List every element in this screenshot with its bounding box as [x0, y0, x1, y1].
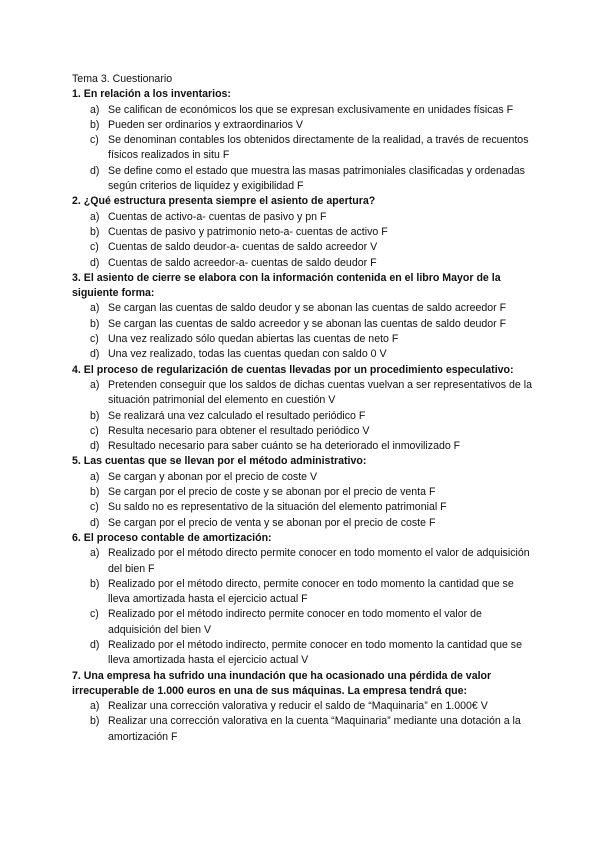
- option-text: Se define como el estado que muestra las masas patrimoniales clasificadas y ordenadas según criterios de liquidez y exigibilidad F: [108, 164, 525, 193]
- answer-option: [72, 301, 534, 316]
- answer-option: [72, 577, 534, 608]
- answer-option: [72, 439, 534, 454]
- option-text: Se cargan y abonan por el precio de coste V: [108, 470, 318, 483]
- option-letter: a): [90, 700, 100, 713]
- option-text: Resultado necesario para saber cuánto se ha deteriorado el inmovilizado F: [108, 440, 461, 453]
- questionnaire: [72, 72, 534, 745]
- question-block: [72, 531, 534, 669]
- document-title: Tema 3. Cuestionario: [72, 73, 173, 85]
- option-letter: b): [90, 486, 100, 499]
- option-letter: a): [90, 378, 100, 391]
- option-text: Cuentas de saldo acreedor-a- cuentas de saldo deudor F: [108, 256, 377, 269]
- option-letter: b): [90, 715, 100, 728]
- option-text: Realizado por el método directo, permite conocer en todo momento la cantidad que se lleva amortizada hasta el ejercicio actual F: [108, 577, 514, 606]
- option-letter: b): [90, 577, 100, 590]
- option-text: Se cargan las cuentas de saldo deudor y se abonan las cuentas de saldo acreedor F: [108, 302, 507, 315]
- option-letter: b): [90, 225, 100, 238]
- question-text: 5. Las cuentas que se llevan por el método administrativo:: [72, 455, 367, 468]
- answer-option: [72, 699, 534, 714]
- option-letter: d): [90, 516, 100, 529]
- option-list: [72, 301, 534, 362]
- option-letter: c): [90, 333, 99, 346]
- answer-option: [72, 424, 534, 439]
- answer-option: [72, 256, 534, 271]
- option-letter: a): [90, 547, 100, 560]
- question-block: [72, 669, 534, 745]
- option-text: Se realizará una vez calculado el resultado periódico F: [108, 409, 366, 422]
- answer-option: [72, 607, 534, 638]
- answer-option: [72, 546, 534, 577]
- question-block: [72, 87, 534, 194]
- option-text: Se califican de económicos los que se expresan exclusivamente en unidades físicas F: [108, 103, 514, 116]
- option-letter: d): [90, 256, 100, 269]
- answer-option: [72, 225, 534, 240]
- option-text: Realizado por el método indirecto, permite conocer en todo momento la cantidad que se lleva amortizada hasta el ejercicio actual V: [108, 638, 522, 667]
- option-text: Su saldo no es representativo de la situación del elemento patrimonial F: [108, 501, 447, 514]
- answer-option: [72, 133, 534, 164]
- question-text: 4. El proceso de regularización de cuentas llevadas por un procedimiento especulativo:: [72, 363, 514, 376]
- option-text: Pretenden conseguir que los saldos de dichas cuentas vuelvan a ser representativos de la situación patrimonial del elemento en cuestión V: [108, 378, 533, 407]
- answer-option: [72, 638, 534, 669]
- option-text: Realizado por el método indirecto permite conocer en todo momento el valor de adquisición del bien V: [108, 608, 482, 636]
- option-text: Realizado por el método directo permite conocer en todo momento el valor de adquisición del bien F: [108, 547, 530, 575]
- option-letter: d): [90, 348, 100, 361]
- option-list: [72, 699, 534, 745]
- answer-option: [72, 516, 534, 531]
- question-text: 2. ¿Qué estructura presenta siempre el asiento de apertura?: [72, 195, 376, 208]
- answer-option: [72, 240, 534, 255]
- answer-option: [72, 332, 534, 347]
- option-list: [72, 378, 534, 454]
- option-text: Se cargan por el precio de coste y se abonan por el precio de venta F: [108, 486, 436, 499]
- answer-option: [72, 409, 534, 424]
- option-letter: c): [90, 241, 99, 254]
- option-text: Una vez realizado, todas las cuentas quedan con saldo 0 V: [108, 348, 387, 361]
- option-letter: d): [90, 638, 100, 651]
- question-block: [72, 194, 534, 270]
- answer-option: [72, 470, 534, 485]
- option-letter: a): [90, 302, 100, 315]
- option-text: Resulta necesario para obtener el resultado periódico V: [108, 424, 370, 437]
- option-letter: c): [90, 424, 99, 437]
- answer-option: [72, 485, 534, 500]
- option-letter: a): [90, 470, 100, 483]
- question-text: 6. El proceso contable de amortización:: [72, 531, 272, 544]
- option-text: Cuentas de activo-a- cuentas de pasivo y pn F: [108, 210, 327, 223]
- option-letter: b): [90, 409, 100, 422]
- question-block: [72, 454, 534, 530]
- option-text: Se cargan las cuentas de saldo acreedor y se abonan las cuentas de saldo deudor F: [108, 317, 507, 330]
- option-list: [72, 470, 534, 531]
- answer-option: [72, 164, 534, 195]
- question-text: 1. En relación a los inventarios:: [72, 88, 231, 101]
- option-list: [72, 210, 534, 271]
- question-list: [72, 87, 534, 745]
- option-text: Realizar una corrección valorativa en la cuenta “Maquinaria” mediante una dotación a la amortización F: [108, 715, 521, 743]
- option-text: Se cargan por el precio de venta y se abonan por el precio de coste F: [108, 516, 436, 529]
- answer-option: [72, 347, 534, 362]
- option-text: Se denominan contables los obtenidos directamente de la realidad, a través de recuentos físicos realizados in situ F: [108, 134, 529, 162]
- option-list: [72, 103, 534, 195]
- question-text: 7. Una empresa ha sufrido una inundación que ha ocasionado una pérdida de valor irrecuperable de 1.000 euros en una de sus máquinas. La empresa tendrá que:: [72, 669, 492, 697]
- option-text: Una vez realizado sólo quedan abiertas las cuentas de neto F: [108, 333, 399, 346]
- question-block: [72, 271, 534, 363]
- question-block: [72, 363, 534, 455]
- option-letter: c): [90, 134, 99, 147]
- option-text: Realizar una corrección valorativa y reducir el saldo de “Maquinaria” en 1.000€ V: [108, 700, 488, 713]
- option-letter: d): [90, 440, 100, 453]
- question-text: 3. El asiento de cierre se elabora con la información contenida en el libro Mayor de la siguiente forma:: [72, 271, 501, 300]
- option-letter: b): [90, 118, 100, 131]
- option-text: Cuentas de saldo deudor-a- cuentas de saldo acreedor V: [108, 241, 378, 254]
- option-letter: a): [90, 210, 100, 223]
- option-text: Cuentas de pasivo y patrimonio neto-a- cuentas de activo F: [108, 225, 388, 238]
- answer-option: [72, 118, 534, 133]
- option-letter: c): [90, 501, 99, 514]
- answer-option: [72, 378, 534, 409]
- answer-option: [72, 500, 534, 515]
- answer-option: [72, 714, 534, 745]
- answer-option: [72, 317, 534, 332]
- answer-option: [72, 210, 534, 225]
- option-letter: d): [90, 164, 100, 177]
- option-text: Pueden ser ordinarios y extraordinarios V: [108, 118, 303, 131]
- option-letter: a): [90, 103, 100, 116]
- option-letter: b): [90, 317, 100, 330]
- answer-option: [72, 103, 534, 118]
- option-letter: c): [90, 608, 99, 621]
- option-list: [72, 546, 534, 668]
